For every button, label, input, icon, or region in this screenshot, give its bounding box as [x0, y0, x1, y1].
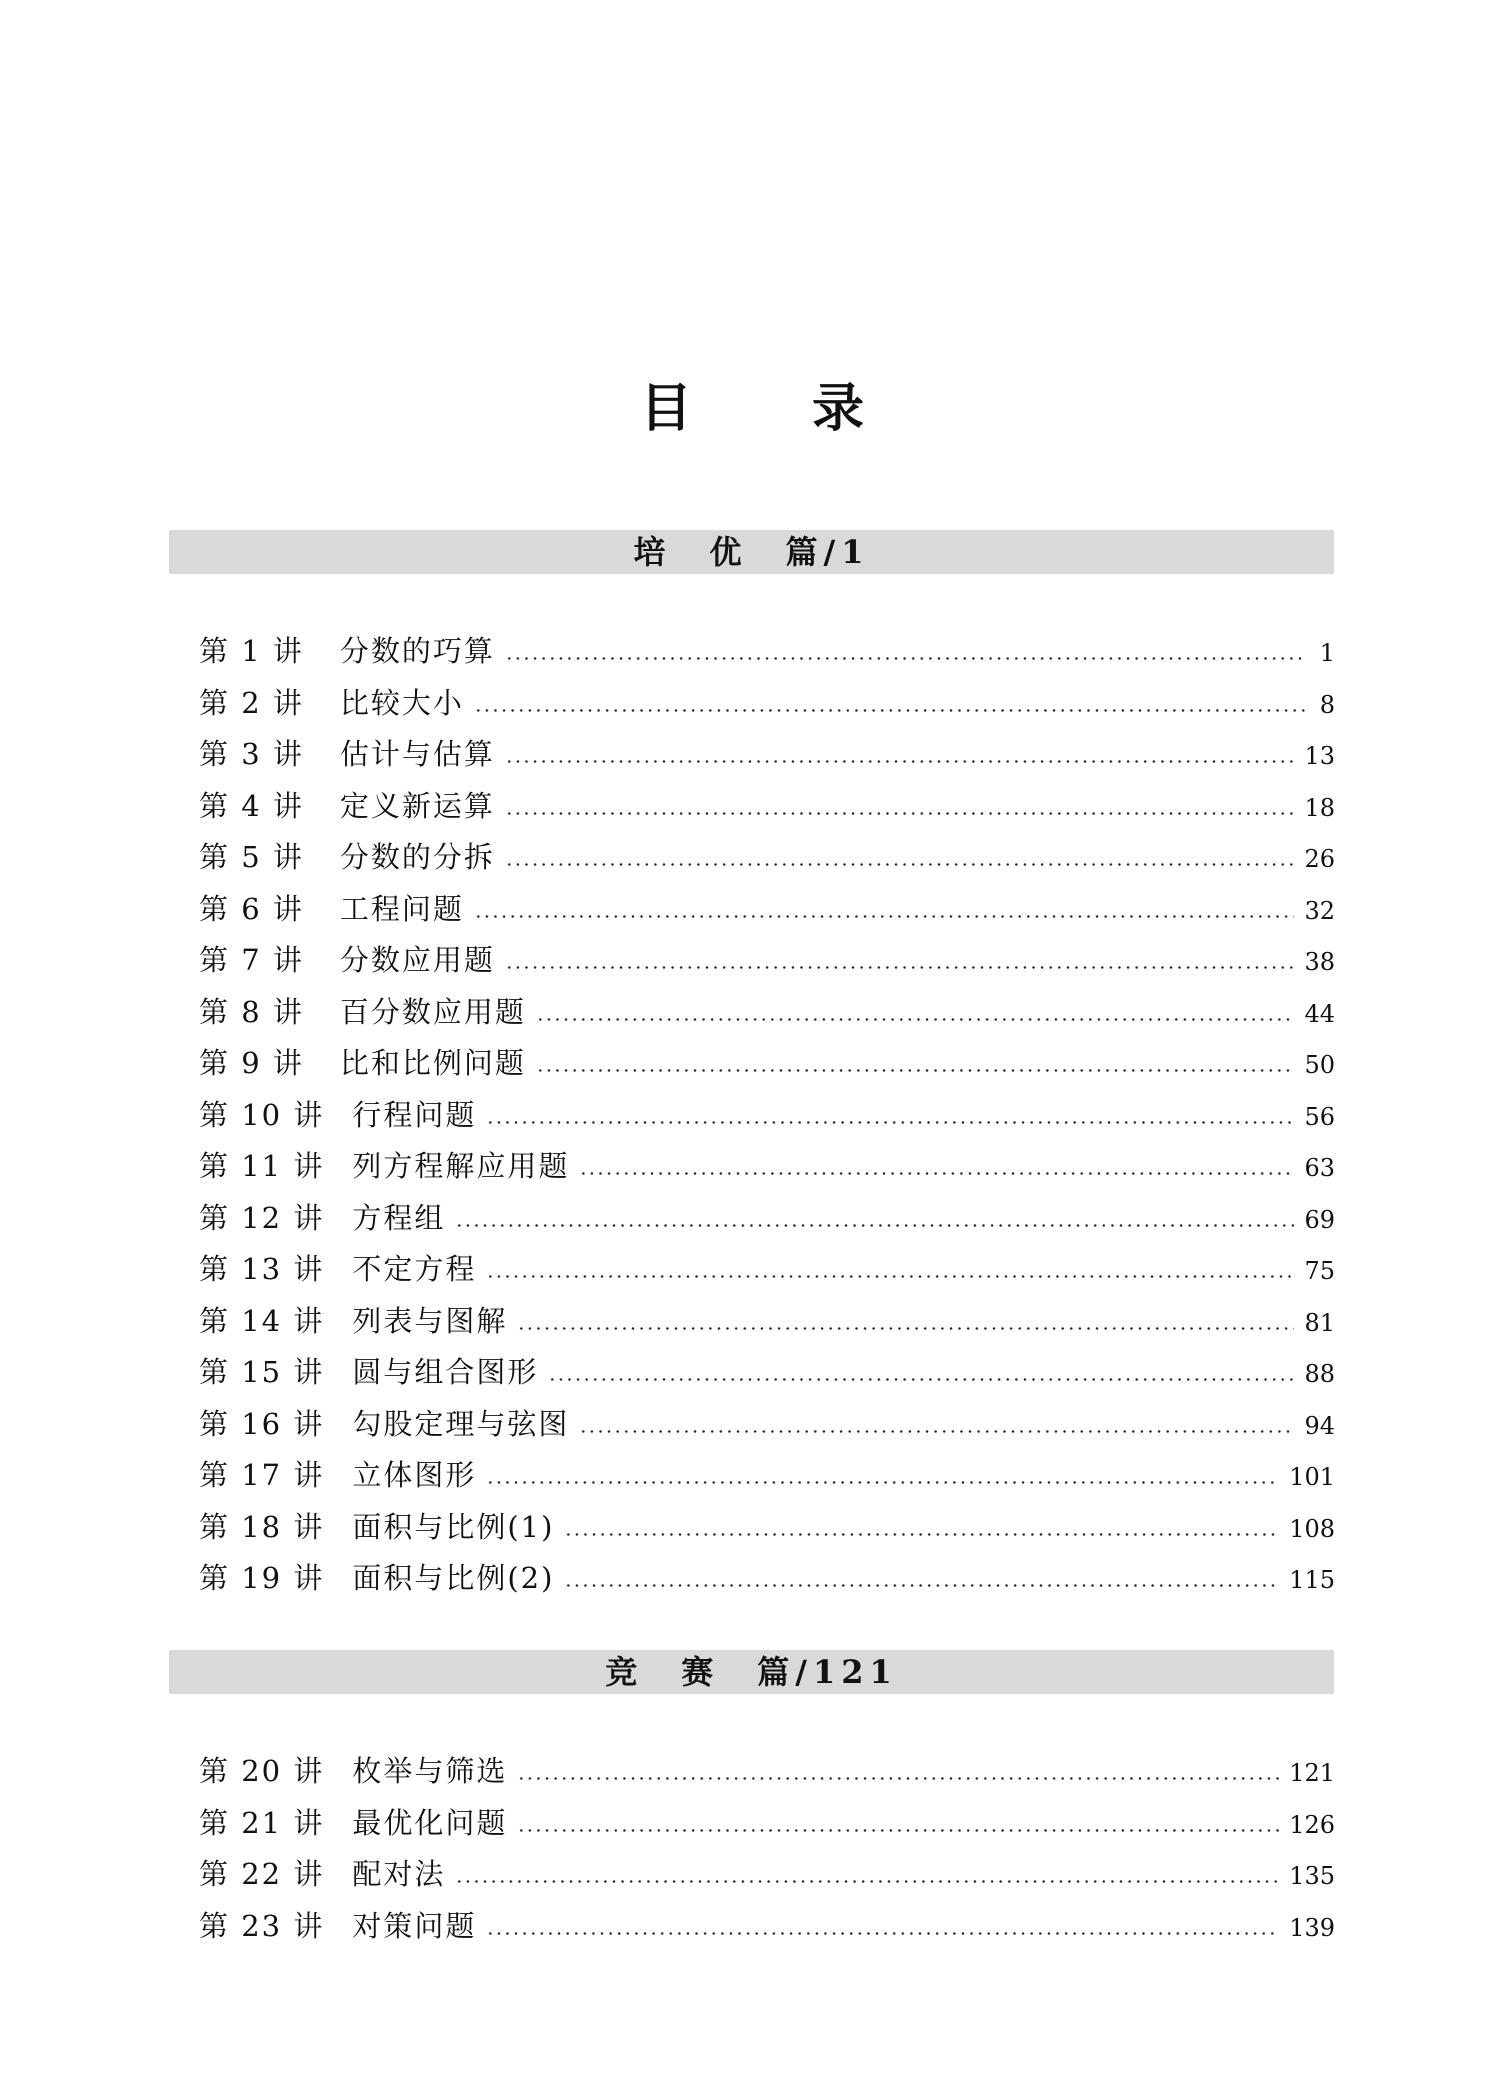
lecture-title: 行程问题	[352, 1097, 477, 1132]
lecture-number: 第 17 讲	[199, 1458, 325, 1492]
page-number: 139	[1289, 1913, 1335, 1942]
lecture-title: 立体图形	[352, 1458, 477, 1492]
toc-list-jingsai	[199, 1746, 1335, 1952]
page-number: 63	[1304, 1154, 1335, 1182]
lecture-number: 第 18 讲	[199, 1509, 325, 1544]
lecture-title: 分数的巧算	[339, 634, 495, 668]
toc-entry[interactable]	[199, 781, 1335, 833]
toc-entry[interactable]	[199, 729, 1335, 781]
lecture-title: 列方程解应用题	[352, 1149, 570, 1183]
lecture-number: 第 8 讲	[199, 994, 304, 1029]
toc-list-peiyou	[199, 626, 1335, 1605]
lecture-number: 第 9 讲	[199, 1046, 304, 1080]
toc-entry[interactable]	[199, 1038, 1335, 1090]
toc-entry[interactable]	[199, 1553, 1335, 1605]
dot-leader	[486, 1932, 1279, 1935]
toc-entry[interactable]	[199, 884, 1335, 936]
toc-entry[interactable]	[199, 1296, 1335, 1348]
lecture-title: 比和比例问题	[339, 1046, 526, 1080]
lecture-title: 分数的分拆	[339, 840, 495, 874]
toc-entry[interactable]	[199, 1090, 1335, 1142]
lecture-number: 第 10 讲	[199, 1097, 325, 1132]
lecture-title: 比较大小	[339, 685, 464, 720]
lecture-title: 最优化问题	[352, 1805, 508, 1840]
lecture-number: 第 15 讲	[199, 1355, 325, 1389]
page-number: 8	[1319, 690, 1335, 719]
page-title-char-1: 目	[639, 379, 692, 439]
lecture-title: 勾股定理与弦图	[352, 1406, 570, 1441]
page-title-char-2: 录	[812, 379, 865, 439]
toc-entry[interactable]	[199, 1901, 1335, 1953]
dot-leader	[486, 1275, 1294, 1278]
lecture-number: 第 22 讲	[199, 1857, 325, 1891]
section-header-jingsai	[169, 1650, 1334, 1694]
toc-entry[interactable]	[199, 1502, 1335, 1554]
page-number: 18	[1304, 793, 1335, 822]
toc-entry[interactable]	[199, 678, 1335, 730]
lecture-number: 第 20 讲	[199, 1754, 325, 1788]
lecture-title: 面积与比例(2)	[352, 1561, 555, 1595]
dot-leader	[474, 709, 1305, 712]
lecture-title: 对策问题	[352, 1908, 477, 1943]
page-number: 56	[1304, 1102, 1335, 1131]
lecture-number: 第 16 讲	[199, 1406, 325, 1441]
lecture-number: 第 3 讲	[199, 737, 304, 771]
dot-leader	[474, 915, 1295, 918]
page-number: 108	[1289, 1514, 1335, 1543]
lecture-title: 不定方程	[352, 1252, 477, 1286]
dot-leader	[579, 1172, 1294, 1175]
dot-leader	[517, 1829, 1279, 1832]
page-number: 26	[1304, 845, 1335, 873]
dot-leader	[455, 1880, 1279, 1883]
page-number: 101	[1289, 1463, 1335, 1491]
section-label: 竞 赛 篇/121	[605, 1653, 898, 1691]
lecture-title: 工程问题	[339, 891, 464, 926]
dot-leader	[486, 1481, 1279, 1484]
page-number: 135	[1289, 1862, 1335, 1890]
lecture-number: 第 1 讲	[199, 634, 304, 668]
lecture-number: 第 5 讲	[199, 840, 304, 874]
dot-leader	[505, 760, 1295, 763]
page-number: 88	[1304, 1360, 1335, 1388]
dot-leader	[455, 1224, 1294, 1227]
lecture-title: 分数应用题	[339, 943, 495, 977]
dot-leader	[536, 1069, 1295, 1072]
dot-leader	[564, 1533, 1279, 1536]
dot-leader	[505, 966, 1295, 969]
page-number: 115	[1289, 1566, 1335, 1594]
section-header-peiyou	[169, 530, 1334, 574]
toc-entry[interactable]	[199, 1244, 1335, 1296]
page-number: 50	[1304, 1051, 1335, 1079]
lecture-title: 估计与估算	[339, 737, 495, 771]
lecture-number: 第 4 讲	[199, 788, 304, 823]
lecture-title: 列表与图解	[352, 1303, 508, 1338]
lecture-number: 第 21 讲	[199, 1805, 325, 1840]
page-number: 32	[1304, 896, 1335, 925]
lecture-title: 圆与组合图形	[352, 1355, 539, 1389]
page-number: 69	[1304, 1205, 1335, 1234]
dot-leader	[536, 1018, 1295, 1021]
dot-leader	[505, 863, 1295, 866]
toc-entry[interactable]	[199, 1450, 1335, 1502]
page-number: 75	[1304, 1257, 1335, 1285]
page-number: 38	[1304, 948, 1335, 976]
dot-leader	[505, 812, 1295, 815]
toc-entry[interactable]	[199, 1746, 1335, 1798]
page-number: 121	[1289, 1759, 1335, 1787]
page-number: 94	[1304, 1411, 1335, 1440]
lecture-number: 第 7 讲	[199, 943, 304, 977]
lecture-number: 第 12 讲	[199, 1200, 325, 1235]
lecture-number: 第 13 讲	[199, 1252, 325, 1286]
toc-entry[interactable]	[199, 1347, 1335, 1399]
toc-entry[interactable]	[199, 1399, 1335, 1451]
lecture-number: 第 2 讲	[199, 685, 304, 720]
page-number: 126	[1289, 1810, 1335, 1839]
toc-entry[interactable]	[199, 832, 1335, 884]
toc-entry[interactable]	[199, 1798, 1335, 1850]
page-title	[0, 374, 1504, 444]
dot-leader	[517, 1327, 1294, 1330]
lecture-number: 第 6 讲	[199, 891, 304, 926]
lecture-title: 百分数应用题	[339, 994, 526, 1029]
dot-leader	[548, 1378, 1294, 1381]
dot-leader	[486, 1121, 1294, 1124]
page-number: 44	[1304, 999, 1335, 1028]
lecture-number: 第 19 讲	[199, 1561, 325, 1595]
toc-entry[interactable]	[199, 935, 1335, 987]
lecture-number: 第 14 讲	[199, 1303, 325, 1338]
page-number: 13	[1304, 742, 1335, 770]
lecture-title: 方程组	[352, 1200, 446, 1235]
toc-entry[interactable]	[199, 987, 1335, 1039]
dot-leader	[505, 657, 1305, 660]
toc-entry[interactable]	[199, 626, 1335, 678]
dot-leader	[579, 1430, 1294, 1433]
page-number: 81	[1304, 1308, 1335, 1337]
page-number: 1	[1319, 639, 1335, 667]
toc-entry[interactable]	[199, 1849, 1335, 1901]
lecture-title: 面积与比例(1)	[352, 1509, 555, 1544]
toc-entry[interactable]	[199, 1193, 1335, 1245]
lecture-number: 第 23 讲	[199, 1908, 325, 1943]
lecture-title: 定义新运算	[339, 788, 495, 823]
lecture-title: 枚举与筛选	[352, 1754, 508, 1788]
section-label: 培 优 篇/1	[633, 533, 870, 571]
dot-leader	[517, 1777, 1279, 1780]
toc-entry[interactable]	[199, 1141, 1335, 1193]
dot-leader	[564, 1584, 1279, 1587]
lecture-title: 配对法	[352, 1857, 446, 1891]
lecture-number: 第 11 讲	[199, 1149, 325, 1183]
